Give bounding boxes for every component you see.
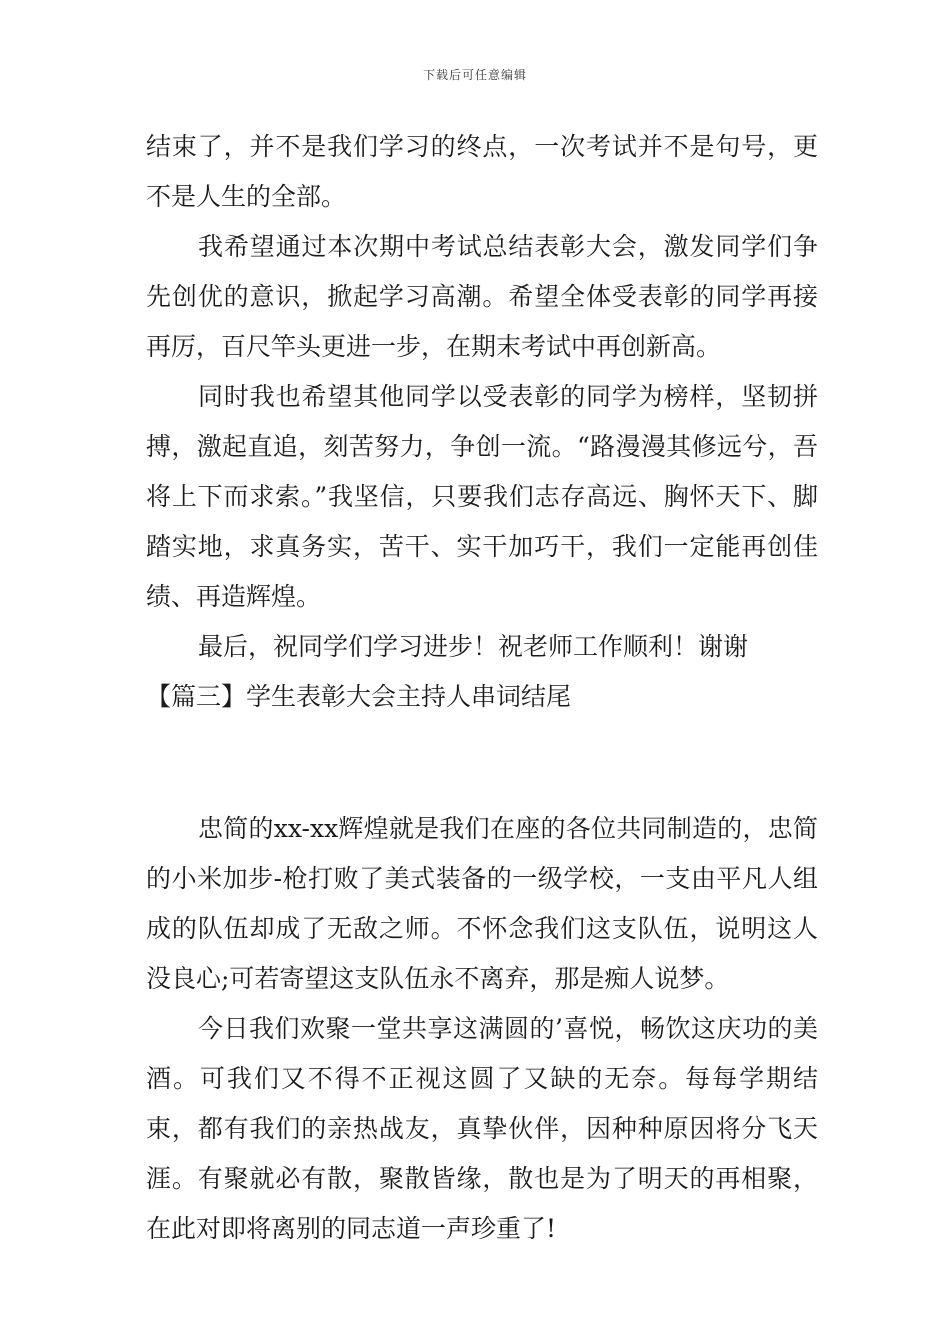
paragraph-farewell: 今日我们欢聚一堂共享这满圆的’喜悦，畅饮这庆功的美酒。可我们又不得不正视这圆了又缺的无奈。每每学期结束，都有我们的亲热战友，真挚伙伴，因种种原因将分飞天涯。有聚就必有散，聚散皆缘，散也是为了明天的再相聚，在此对即将离别的同志道一声珍重了! — [146, 1014, 818, 1243]
section-spacer — [146, 722, 818, 804]
paragraph-role-model: 同时我也希望其他同学以受表彰的同学为榜样，坚韧拼搏，激起直追，刻苦努力，争创一流。“路漫漫其修远兮，吾将上下而求索。”我坚信，只要我们志存高远、胸怀天下、脚踏实地，求真务实，苦干、实干加巧干，我们一定能再创佳绩、再造辉煌。 — [146, 382, 818, 611]
paragraph-glory: 忠简的xx-xx辉煌就是我们在座的各位共同制造的，忠简的小米加步-枪打败了美式装备的一级学校，一支由平凡人组成的队伍却成了无敌之师。不怀念我们这支队伍，说明这人没良心;可若寄望这支队伍永不离弃，那是痴人说梦。 — [146, 814, 818, 993]
page-header-note: 下载后可任意编辑 — [422, 68, 527, 82]
paragraph-continuation: 结束了，并不是我们学习的终点，一次考试并不是句号，更不是人生的全部。 — [146, 132, 818, 211]
paragraph-hope: 我希望通过本次期中考试总结表彰大会，激发同学们争先创优的意识，掀起学习高潮。希望全体受表彰的同学再接再厉，百尺竿头更进一步，在期末考试中再创新高。 — [146, 232, 818, 361]
section-heading: 【篇三】学生表彰大会主持人串词结尾 — [146, 682, 572, 711]
document-body — [146, 122, 818, 1254]
paragraph-closing-wishes: 最后，祝同学们学习进步！祝老师工作顺利！谢谢 — [198, 632, 749, 661]
